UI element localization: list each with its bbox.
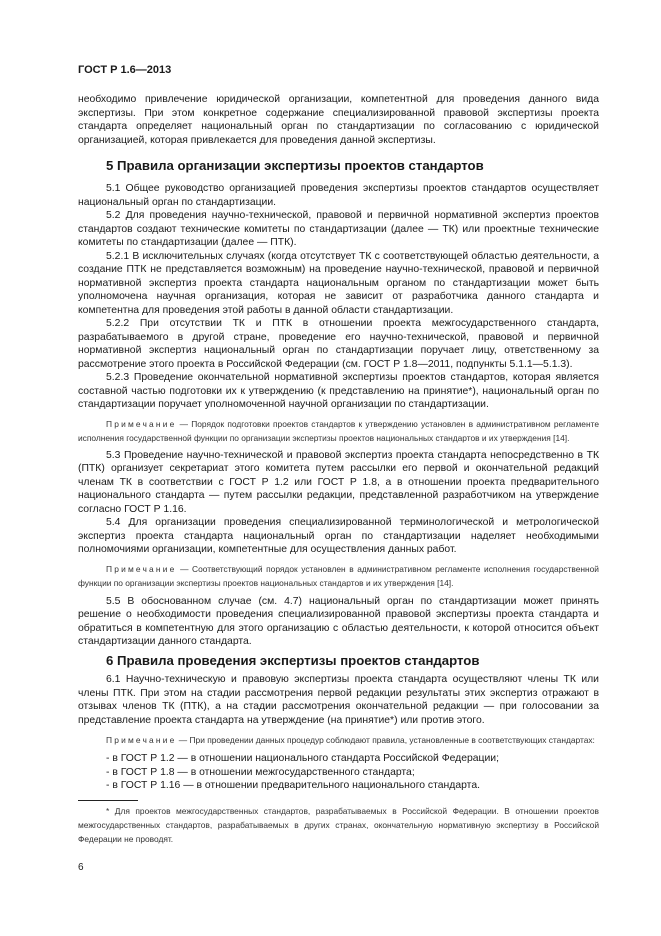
- clause-5-3: 5.3 Проведение научно-технической и правовой экспертиз проекта стандарта непосредственно в ТК (ПТК) организует секретариат этого комитета путем рассылки его первой и окончательной редакций членам ТК в соответствии с ГОСТ Р 1.2 или ГОСТ Р 1.8, а в отношении проекта предварительного национального стандарта — путем рассылки редакции, представленной разработчиком на утверждение согласно ГОСТ Р 1.16.: [78, 449, 599, 515]
- clause-5-2: 5.2 Для проведения научно-технической, правовой и первичной нормативной экспертиз проектов стандартов создают технические комитеты по стандартизации (далее — ТК) или проектные технические комитеты по стандартизации (далее — ПТК).: [78, 210, 599, 248]
- list-item: - в ГОСТ Р 1.16 — в отношении предварительного национального стандарта.: [106, 780, 480, 791]
- list-item: - в ГОСТ Р 1.8 — в отношении межгосударственного стандарта;: [106, 766, 415, 778]
- section-5-title: 5 Правила организации экспертизы проектов стандартов: [106, 158, 484, 173]
- note-label: Примечание: [106, 735, 177, 745]
- clause-5-2-1: 5.2.1 В исключительных случаях (когда отсутствует ТК с соответствующей областью деятельности, а создание ПТК не представляется возможным) на проведение научно-технической, правовой и первичной нормативной экспертиз проекта стандарта национальным органом по стандартизации может быть уполномочена научная организация, которая не зависит от разработчика данного стандарта и компетентна для проведения этой работы в данной области стандартизации.: [78, 250, 599, 316]
- intro-paragraph: [78, 93, 599, 147]
- clause-5-1: 5.1 Общее руководство организацией проведения экспертизы проектов стандартов осуществляет национальный орган по стандартизации.: [78, 183, 599, 208]
- footnote: [78, 804, 599, 846]
- intro-text: необходимо привлечение юридической организации, компетентной для проведения данного вида экспертизы. При этом конкретное содержание специализированной правовой экспертизы проекта стандарта определяет национальный орган по стандартизации по согласованию с юридической организацией, которая привлекается для проведения данной экспертизы.: [78, 94, 599, 146]
- footnote-text: * Для проектов межгосударственных стандартов, разрабатываемых в Российской Федерации. В отношении проектов межгосударственных стандартов, разрабатываемых в других странах, окончательную нормативную экспертизу в Российской Федерации не проводят.: [78, 806, 599, 844]
- clause-5-2-3: 5.2.3 Проведение окончательной нормативной экспертизы проектов стандартов, которая является составной частью подготовки их к утверждению (к представлению на принятие*), национальный орган по стандартизации поручает уполномоченной научной организации по стандартизации.: [78, 372, 599, 410]
- list-item: - в ГОСТ Р 1.2 — в отношении национального стандарта Российской Федерации;: [106, 753, 499, 764]
- clause-5-4: 5.4 Для организации проведения специализированной терминологической и метрологической экспертиз проекта стандарта национальный орган по стандартизации наделяет необходимыми полномочиями организации, компетентные для осуществления данных работ.: [78, 517, 599, 555]
- note-label: Примечание: [106, 563, 177, 574]
- footnote-divider: [78, 800, 138, 801]
- note-2: [78, 562, 599, 590]
- section-6: [78, 653, 599, 793]
- page-number: 6: [78, 862, 84, 873]
- section-5: [78, 158, 599, 649]
- note-label: Примечание: [106, 418, 177, 429]
- note-1: [78, 417, 599, 445]
- document-header: ГОСТ Р 1.6—2013: [78, 64, 172, 76]
- clause-6-1: 6.1 Научно-техническую и правовую экспертизы проекта стандарта осуществляют члены ТК или члены ПТК. При этом на стадии рассмотрения первой редакции результаты этих экспертиз отражают в отзывах членов ТК (ПТК), а на стадии рассмотрения окончательной редакции — при голосовании за представление проекта стандарта на утверждение (на принятие*) или против этого.: [78, 674, 599, 726]
- note-text: — Порядок подготовки проектов стандартов к утверждению установлен в административном регламенте исполнения государственной функции по организации экспертизы проектов национальных стандартов и их утверждения [14].: [78, 418, 599, 443]
- clause-5-2-2: 5.2.2 При отсутствии ТК и ПТК в отношении проекта межгосударственного стандарта, разрабатываемого в другой стране, проведение его научно-технической, правовой и первичной нормативной экспертиз национальный орган по стандартизации поручает лицу, ответственному за рассмотрение этого проекта в Российской Федерации (см. ГОСТ Р 1.8—2011, подпункты 5.1.1—5.1.3).: [78, 318, 599, 370]
- note-3: [78, 733, 599, 747]
- section-6-title: 6 Правила проведения экспертизы проектов стандартов: [106, 653, 480, 668]
- note-text: — Соответствующий порядок установлен в административном регламенте исполнения государственной функции по организации экспертизы проектов национальных стандартов и их утверждения [14].: [78, 563, 599, 588]
- note-text: — При проведении данных процедур соблюдают правила, установленные в соответствующих стандартах:: [176, 735, 595, 745]
- clause-5-5: 5.5 В обоснованном случае (см. 4.7) национальный орган по стандартизации может принять решение о необходимости проведения специализированной правовой экспертизы проекта стандарта и обратиться в компетентную для этого организацию с областью деятельности, к которой относится объект стандартизации данного стандарта.: [78, 595, 599, 647]
